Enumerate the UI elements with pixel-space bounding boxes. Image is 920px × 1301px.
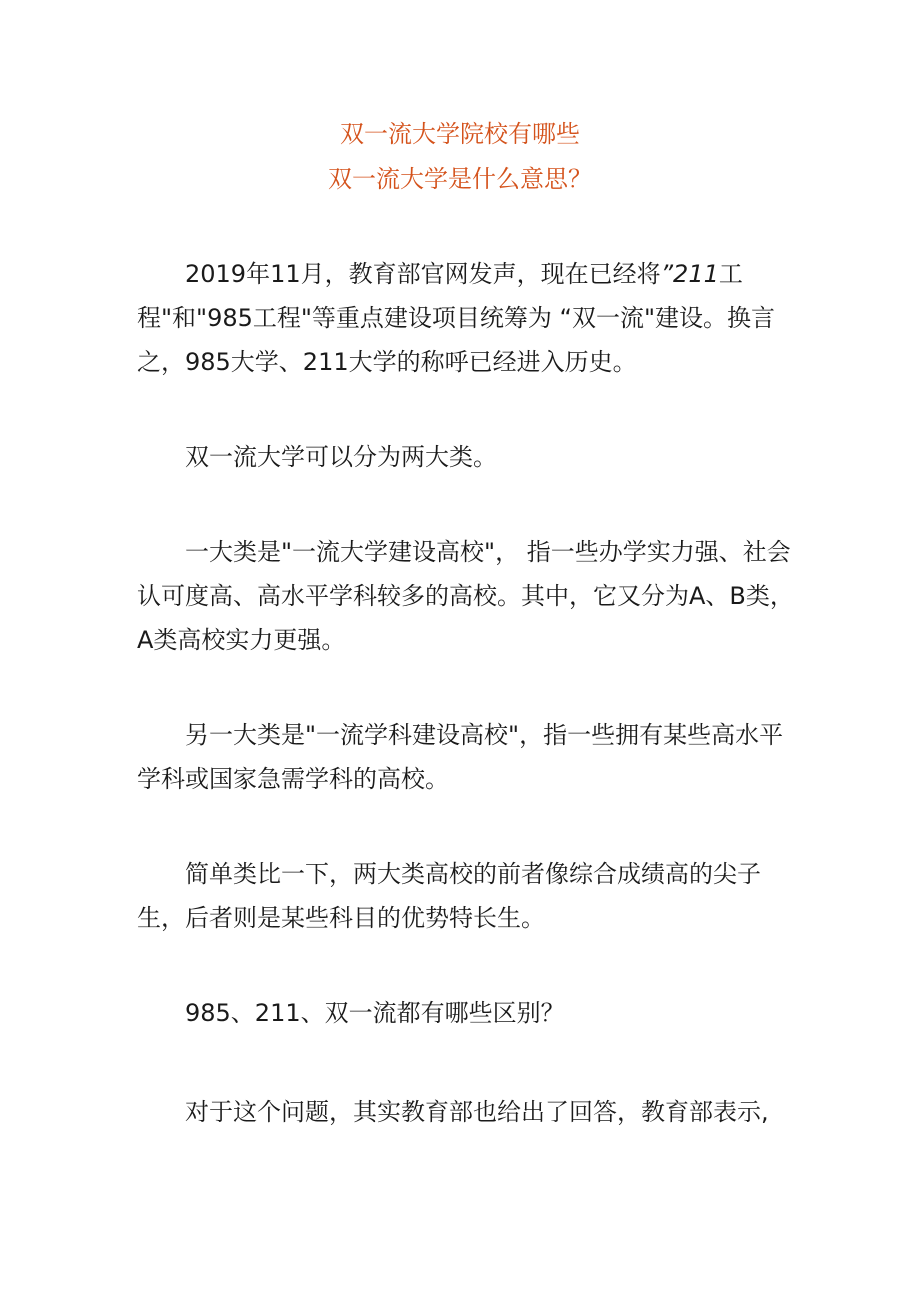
document-title [0,112,920,202]
paragraph-4: 另一大类是"一流学科建设高校"，指一些拥有某些高水平学科或国家急需学科的高校。 [137,721,784,793]
paragraph-2: 双一流大学可以分为两大类。 [185,443,497,471]
paragraph-1-prefix: 2019年11月，教育部官网发声，现在已经将 [185,260,661,288]
paragraph-1 [137,252,797,384]
paragraph-5: 简单类比一下，两大类高校的前者像综合成绩高的尖子生，后者则是某些科目的优势特长生。 [137,860,761,932]
paragraph-1-italic: ”211 [660,260,719,288]
paragraph-6: 985、211、双一流都有哪些区别？ [185,999,565,1027]
document-body [137,252,797,1185]
paragraph-3: 一大类是"一流大学建设高校"， 指一些办学实力强、社会认可度高、高水平学科较多的高校。其中，它又分为A、B类，A类高校实力更强。 [137,538,794,654]
title-line-1: 双一流大学院校有哪些 [340,120,580,148]
paragraph-7: 对于这个问题，其实教育部也给出了回答，教育部表示, [185,1098,769,1126]
paragraph-1-suffix: 工程"和"985工程"等重点建设项目统筹为 “双一流"建设。换言之，985大学、211大学的称呼已经进入历史。 [137,260,776,376]
title-line-2: 双一流大学是什么意思？ [328,165,592,193]
